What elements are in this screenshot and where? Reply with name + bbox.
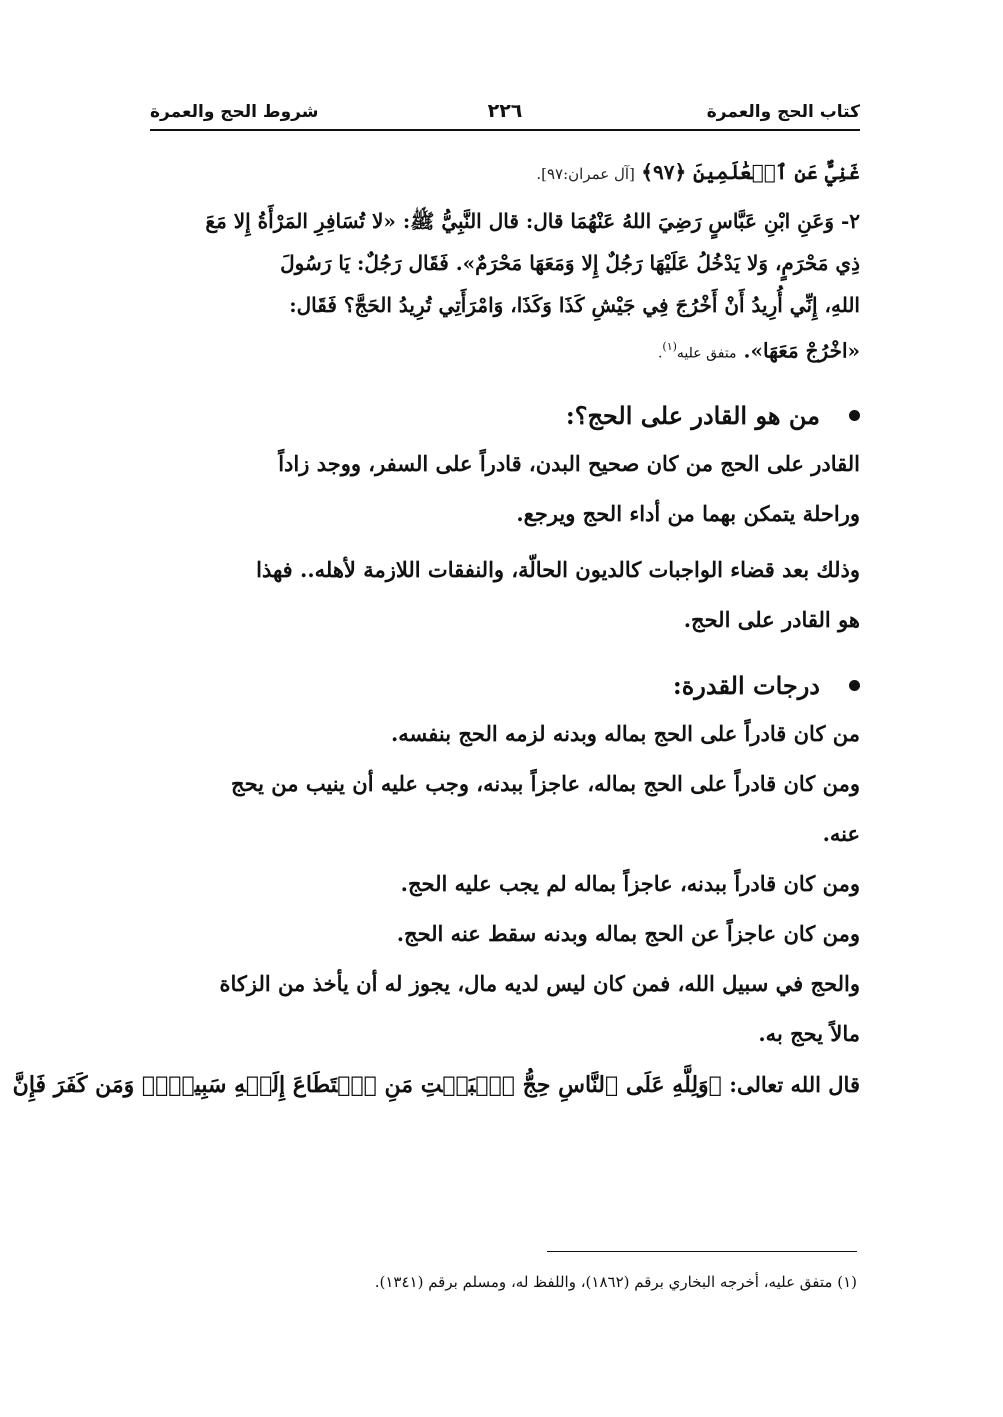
quran-intro: قال الله تعالى:: [729, 1071, 860, 1097]
section-heading: [150, 393, 860, 439]
section-heading: [150, 663, 860, 709]
list-item: ومن كان قادراً ببدنه، عاجزاً بماله لم يجب عليه الحج.: [400, 870, 860, 896]
verse-reference: [آل عمران:٩٧].: [536, 165, 635, 183]
hadith-block: [150, 200, 860, 375]
list-item: ومن كان عاجزاً عن الحج بماله وبدنه سقط عنه الحج.: [396, 920, 860, 946]
heading-text: من هو القادر على الحج؟:: [565, 400, 820, 430]
hadith-line: ذِي مَحْرَمٍ، وَلا يَدْخُلُ عَلَيْهَا رَجُلٌ إِلا وَمَعَهَا مَحْرَمٌ». فَقَال رَجُلٌ: يَا رَسُولَ: [280, 251, 860, 275]
bullet-icon: [849, 680, 860, 691]
header-divider: [150, 129, 860, 131]
ability-list: [150, 709, 860, 1059]
verse-continuation: [150, 152, 860, 196]
bullet-icon: [849, 410, 860, 421]
book-title: كتاب الحج والعمرة: [706, 102, 860, 122]
heading-text: درجات القدرة:: [672, 670, 820, 700]
quran-verse: ﴿وَلِلَّهِ عَلَى ٱلنَّاسِ حِجُّ ٱلۡبَيۡتِ مَنِ ٱسۡتَطَاعَ إِلَيۡهِ سَبِيلٗاۚ وَمَن كَفَرَ فَإِنَّ: [12, 1071, 722, 1098]
quran-quote: [12, 1059, 860, 1111]
paragraph: [150, 439, 860, 539]
footnote-marker: (١): [662, 340, 677, 353]
hadith-line: اللهِ، إِنِّي أُرِيدُ أَنْ أَخْرُجَ فِي جَيْشِ كَذَا وَكَذَا، وَامْرَأَتِي تُرِيدُ الحَجَّ؟ فَقَال:: [289, 293, 860, 317]
paragraph-line: وراحلة يتمكن بهما من أداء الحج ويرجع.: [516, 500, 860, 526]
running-header: [150, 98, 860, 132]
paragraph-line: وذلك بعد قضاء الواجبات كالديون الحالّة، والنفقات اللازمة لأهله.. فهذا: [256, 556, 860, 582]
footnote-divider: [547, 1251, 857, 1252]
footnote: (١) متفق عليه، أخرجه البخاري برقم (١٨٦٢)، واللفظ له، ومسلم برقم (١٣٤١).: [374, 1273, 857, 1291]
list-item: من كان قادراً على الحج بماله وبدنه لزمه الحج بنفسه.: [390, 720, 860, 746]
paragraph-line: هو القادر على الحج.: [683, 606, 860, 632]
list-item-continuation: عنه.: [822, 820, 860, 846]
hadith-line: «اخْرُجْ مَعَهَا».: [743, 338, 860, 363]
hadith-line: ٢- وَعَنِ ابْنِ عَبَّاسٍ رَضِيَ اللهُ عَنْهُمَا قال: قال النَّبِيُّ ﷺ: «لا تُسَافِرِ المَرْأَةُ إِلا مَعَ: [205, 209, 860, 233]
page-body: [12, 152, 860, 1111]
page-number: ٢٢٦: [487, 100, 523, 122]
paragraph: [150, 545, 860, 645]
verse-text: غَنِيٌّ عَنِ ٱلۡعَٰلَمِينَ ﴿٩٧﴾: [641, 160, 860, 184]
section-title: شروط الحج والعمرة: [150, 102, 319, 122]
list-item-continuation: مالاً يحج به.: [758, 1020, 860, 1046]
paragraph-line: القادر على الحج من كان صحيح البدن، قادراً على السفر، ووجد زاداً: [278, 450, 860, 476]
list-item: والحج في سبيل الله، فمن كان ليس لديه مال، يجوز له أن يأخذ من الزكاة: [219, 970, 860, 996]
hadith-last-line: «اخْرُجْ مَعَهَا». متفق عليه$^{(١)}$.: [657, 338, 860, 363]
hadith-attribution: متفق عليه: [676, 345, 737, 362]
list-item: ومن كان قادراً على الحج بماله، عاجزاً ببدنه، وجب عليه أن ينيب من يحج: [231, 770, 860, 796]
